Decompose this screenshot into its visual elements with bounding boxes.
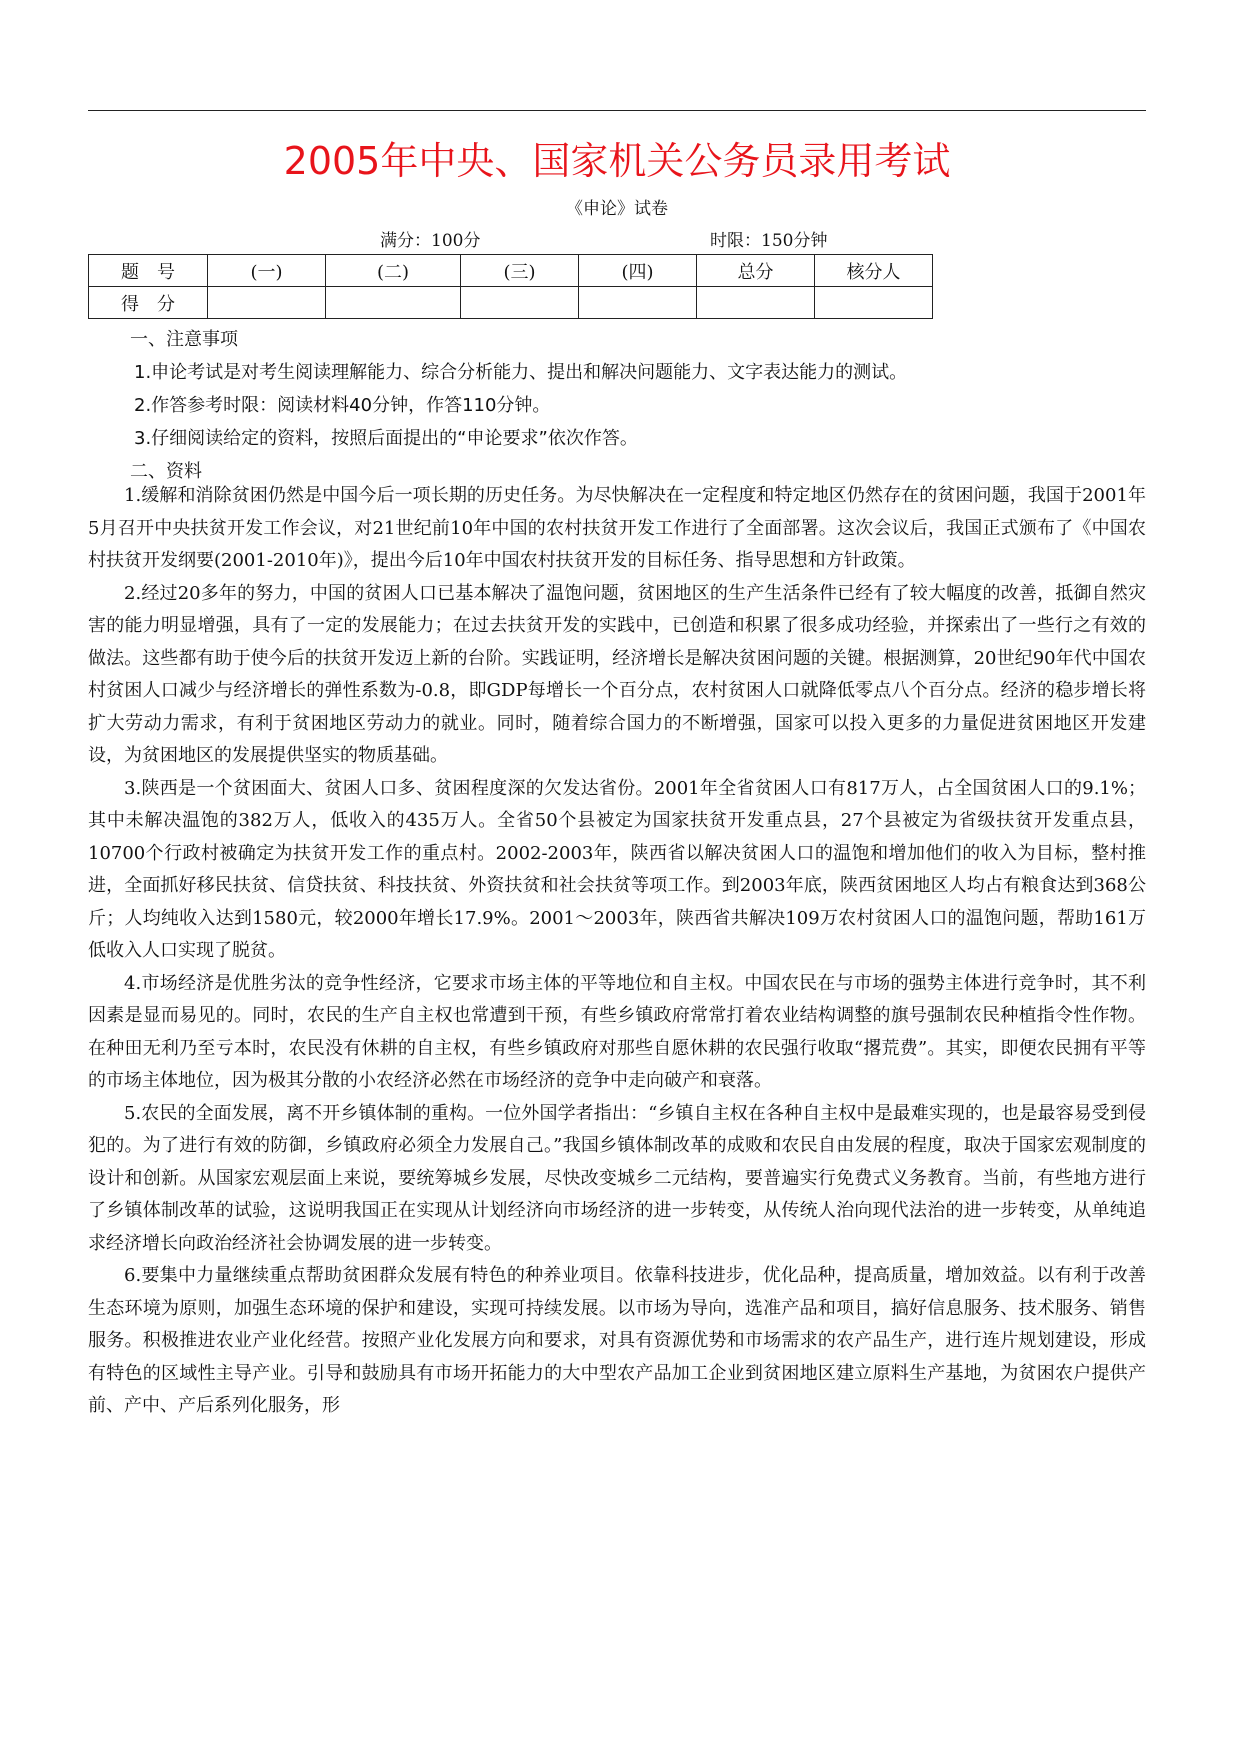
full-score: 满分：100分 bbox=[380, 231, 481, 251]
material-paragraph: 4.市场经济是优胜劣汰的竞争性经济，它要求市场主体的平等地位和自主权。中国农民在与市场的强势主体进行竞争时，其不利因素是显而易见的。同时，农民的生产自主权也常遭到干预，有些乡镇政府常常打着农业结构调整的旗号强制农民种植指令性作物。在种田无利乃至亏本时，农民没有休耕的自主权，有些乡镇政府对那些自愿休耕的农民强行收取“撂荒费”。其实，即便农民拥有平等的市场主体地位，因为极其分散的小农经济必然在市场经济的竞争中走向破产和衰落。 bbox=[88, 972, 1146, 1091]
material-paragraph: 1.缓解和消除贫困仍然是中国今后一项长期的历史任务。为尽快解决在一定程度和特定地区仍然存在的贫困问题，我国于2001年5月召开中央扶贫开发工作会议，对21世纪前10年中国的农村扶贫开发工作进行了全面部署。这次会议后，我国正式颁布了《中国农村扶贫开发纲要(2001-2010年)》，提出今后10年中国农村扶贫开发的目标任务、指导思想和方针政策。 bbox=[88, 485, 1146, 571]
score-cell bbox=[815, 287, 933, 319]
time-limit: 时限：150分钟 bbox=[710, 231, 828, 251]
score-table-header-row bbox=[89, 255, 933, 287]
score-cell: 得 分 bbox=[89, 287, 208, 319]
score-cell: (一) bbox=[208, 255, 326, 287]
score-cell: 题 号 bbox=[89, 255, 208, 287]
exam-subtitle: 《申论》试卷 bbox=[566, 199, 668, 219]
score-table-score-row bbox=[89, 287, 933, 319]
score-cell: (二) bbox=[326, 255, 461, 287]
materials-heading: 二、资料 bbox=[130, 461, 202, 482]
score-cell bbox=[208, 287, 326, 319]
materials-body bbox=[88, 480, 1146, 1423]
exam-title: 2005年中央、国家机关公务员录用考试 bbox=[283, 139, 951, 183]
score-cell bbox=[461, 287, 579, 319]
note-item: 1.申论考试是对考生阅读理解能力、综合分析能力、提出和解决问题能力、文字表达能力的测试。 bbox=[134, 362, 908, 383]
material-paragraph: 2.经过20多年的努力，中国的贫困人口已基本解决了温饱问题，贫困地区的生产生活条件已经有了较大幅度的改善，抵御自然灾害的能力明显增强，具有了一定的发展能力；在过去扶贫开发的实践中，已创造和积累了很多成功经验，并探索出了一些行之有效的做法。这些都有助于使今后的扶贫开发迈上新的台阶。实践证明，经济增长是解决贫困问题的关键。根据测算，20世纪90年代中国农村贫困人口减少与经济增长的弹性系数为-0.8，即GDP每增长一个百分点，农村贫困人口就降低零点八个百分点。经济的稳步增长将扩大劳动力需求，有利于贫困地区劳动力的就业。同时，随着综合国力的不断增强，国家可以投入更多的力量促进贫困地区开发建设，为贫困地区的发展提供坚实的物质基础。 bbox=[88, 582, 1146, 766]
notes-heading: 一、注意事项 bbox=[130, 329, 238, 350]
material-paragraph: 3.陕西是一个贫困面大、贫困人口多、贫困程度深的欠发达省份。2001年全省贫困人口有817万人，占全国贫困人口的9.1%；其中未解决温饱的382万人，低收入的435万人。全省50个县被定为国家扶贫开发重点县，27个县被定为省级扶贫开发重点县，10700个行政村被确定为扶贫开发工作的重点村。2002-2003年，陕西省以解决贫困人口的温饱和增加他们的收入为目标，整村推进，全面抓好移民扶贫、信贷扶贫、科技扶贫、外资扶贫和社会扶贫等项工作。到2003年底，陕西贫困地区人均占有粮食达到368公斤；人均纯收入达到1580元，较2000年增长17.9%。2001～2003年，陕西省共解决109万农村贫困人口的温饱问题，帮助161万低收入人口实现了脱贫。 bbox=[88, 777, 1146, 961]
score-cell: (四) bbox=[579, 255, 697, 287]
score-cell: 总分 bbox=[697, 255, 815, 287]
header-rule bbox=[88, 110, 1146, 111]
material-paragraph: 5.农民的全面发展，离不开乡镇体制的重构。一位外国学者指出：“乡镇自主权在各种自主权中是最难实现的，也是最容易受到侵犯的。为了进行有效的防御，乡镇政府必须全力发展自己。”我国乡镇体制改革的成败和农民自由发展的程度，取决于国家宏观制度的设计和创新。从国家宏观层面上来说，要统筹城乡发展，尽快改变城乡二元结构，要普遍实行免费式义务教育。当前，有些地方进行了乡镇体制改革的试验，这说明我国正在实现从计划经济向市场经济的进一步转变，从传统人治向现代法治的进一步转变，从单纯追求经济增长向政治经济社会协调发展的进一步转变。 bbox=[88, 1102, 1146, 1254]
note-item: 3.仔细阅读给定的资料，按照后面提出的“申论要求”依次作答。 bbox=[134, 428, 638, 449]
notes-section bbox=[88, 323, 1146, 488]
score-cell bbox=[326, 287, 461, 319]
score-cell bbox=[697, 287, 815, 319]
score-cell bbox=[579, 287, 697, 319]
material-paragraph: 6.要集中力量继续重点帮助贫困群众发展有特色的种养业项目。依靠科技进步，优化品种，提高质量，增加效益。以有利于改善生态环境为原则，加强生态环境的保护和建设，实现可持续发展。以市场为导向，选准产品和项目，搞好信息服务、技术服务、销售服务。积极推进农业产业化经营。按照产业化发展方向和要求，对具有资源优势和市场需求的农产品生产，进行连片规划建设，形成有特色的区域性主导产业。引导和鼓励具有市场开拓能力的大中型农产品加工企业到贫困地区建立原料生产基地，为贫困农户提供产前、产中、产后系列化服务，形 bbox=[88, 1265, 1146, 1416]
score-cell: 核分人 bbox=[815, 255, 933, 287]
score-table bbox=[88, 254, 933, 319]
note-item: 2.作答参考时限：阅读材料40分钟，作答110分钟。 bbox=[134, 395, 551, 416]
score-cell: (三) bbox=[461, 255, 579, 287]
